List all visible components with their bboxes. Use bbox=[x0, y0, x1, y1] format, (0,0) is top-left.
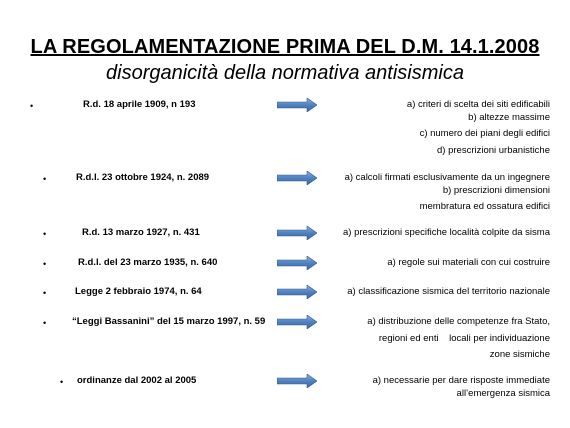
effect-item: a) calcoli firmati esclusivamente da un ingegnere bbox=[344, 172, 550, 183]
effect-item: c) numero dei piani degli edifici bbox=[419, 128, 550, 139]
effects-list bbox=[300, 286, 550, 299]
effect-item: a) classificazione sismica del territorio nazionale bbox=[347, 286, 550, 297]
effect-item: zone sismiche bbox=[489, 349, 550, 360]
effect-item: a) criteri di scelta dei siti edificabili bbox=[406, 99, 550, 110]
effect-item: a) distribuzione delle competenze fra Stato, bbox=[367, 316, 550, 327]
effects-list bbox=[300, 257, 550, 270]
effect-item: all’emergenza sismica bbox=[456, 387, 550, 399]
effects-list bbox=[300, 99, 550, 157]
effects-list bbox=[300, 227, 550, 240]
regulation-row bbox=[0, 285, 570, 301]
effect-item: b) altezze massime bbox=[468, 111, 550, 123]
bullet: • bbox=[43, 259, 47, 269]
law-title: R.d.l. 23 ottobre 1924, n. 2089 bbox=[76, 172, 210, 183]
slide-subtitle: disorganicità della normativa antisismica bbox=[106, 62, 464, 84]
bullet: • bbox=[43, 318, 47, 328]
regulation-row bbox=[0, 315, 570, 375]
effects-list bbox=[300, 172, 550, 214]
effect-item: a) prescrizioni specifiche località colpite da sisma bbox=[343, 227, 550, 238]
effects-list bbox=[300, 316, 550, 362]
law-title: Legge 2 febbraio 1974, n. 64 bbox=[75, 286, 202, 297]
bullet: • bbox=[43, 174, 47, 184]
bullet: • bbox=[60, 377, 64, 387]
effect-item: membratura ed ossatura edifici bbox=[419, 201, 550, 212]
regulation-row bbox=[0, 226, 570, 242]
regulation-row bbox=[0, 374, 570, 404]
law-title: “Leggi Bassanini” del 15 marzo 1997, n. 59 bbox=[72, 316, 266, 327]
effects-list bbox=[300, 375, 550, 400]
law-title: R.d.l. del 23 marzo 1935, n. 640 bbox=[78, 257, 218, 268]
law-title: ordinanze dal 2002 al 2005 bbox=[77, 375, 197, 386]
effect-item: d) prescrizioni urbanistiche bbox=[437, 144, 550, 156]
regulation-row bbox=[0, 256, 570, 272]
effect-item: a) necessarie per dare risposte immediate bbox=[372, 375, 550, 386]
bullet: • bbox=[30, 101, 34, 111]
effect-item: a) regole sui materiali con cui costruire bbox=[387, 257, 550, 268]
law-title: R.d. 18 aprile 1909, n 193 bbox=[83, 99, 196, 110]
effect-item: regioni ed enti locali per individuazione bbox=[378, 332, 550, 344]
regulation-row bbox=[0, 98, 570, 158]
bullet: • bbox=[43, 288, 47, 298]
law-title: R.d. 13 marzo 1927, n. 431 bbox=[82, 227, 200, 238]
effect-item: b) prescrizioni dimensioni bbox=[442, 184, 550, 196]
bullet: • bbox=[43, 229, 47, 239]
slide-title: LA REGOLAMENTAZIONE PRIMA DEL D.M. 14.1.2008 bbox=[30, 36, 540, 58]
regulation-row bbox=[0, 171, 570, 231]
